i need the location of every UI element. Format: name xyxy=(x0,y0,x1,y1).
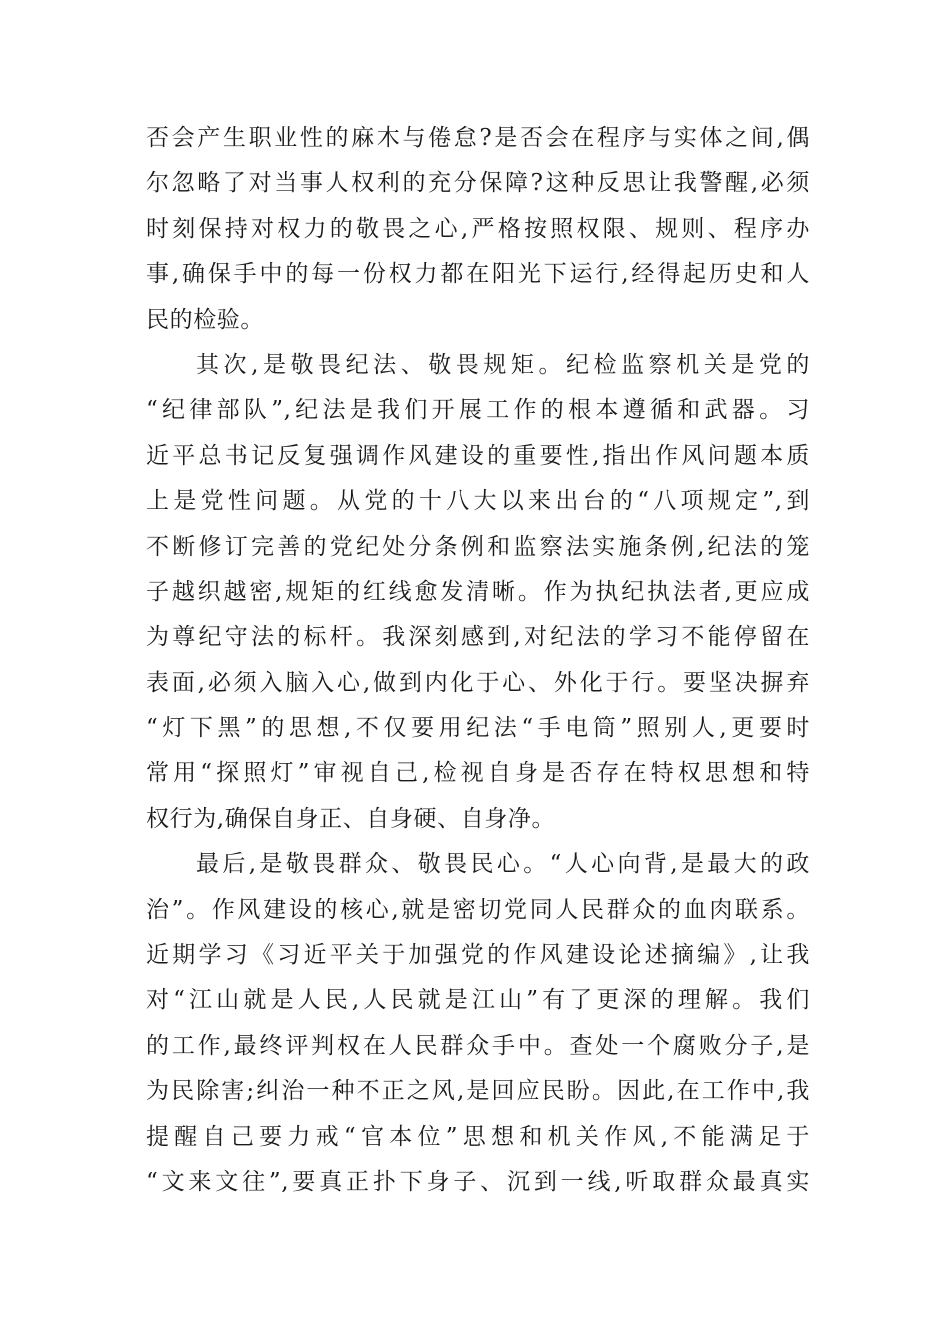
paragraph-2-line-8: 表面,必须入脑入心,做到内化于心、外化于行。要坚决摒弃 xyxy=(146,669,810,696)
paragraph-3-line-8: “文来文往”,要真正扑下身子、沉到一线,听取群众最真实 xyxy=(146,1168,810,1195)
paragraph-3-line-6: 为民除害;纠治一种不正之风,是回应民盼。因此,在工作中,我 xyxy=(146,1078,810,1105)
paragraph-1-line-1: 否会产生职业性的麻木与倦怠?是否会在程序与实体之间,偶 xyxy=(146,125,810,151)
paragraph-1-line-4: 事,确保手中的每一份权力都在阳光下运行,经得起历史和人 xyxy=(146,261,810,288)
paragraph-2-line-5: 不断修订完善的党纪处分条例和监察法实施条例,纪法的笼 xyxy=(146,533,810,560)
paragraph-2-line-1: 其次,是敬畏纪法、敬畏规矩。纪检监察机关是党的 xyxy=(196,351,810,378)
paragraph-2-line-10: 常用“探照灯”审视自己,检视自身是否存在特权思想和特 xyxy=(146,760,810,787)
paragraph-3-line-7: 提醒自己要力戒“官本位”思想和机关作风,不能满足于 xyxy=(146,1123,810,1150)
paragraph-3-line-5: 的工作,最终评判权在人民群众手中。查处一个腐败分子,是 xyxy=(146,1032,810,1059)
document-body xyxy=(146,116,810,1205)
paragraph-2-line-4: 上是党性问题。从党的十八大以来出台的“八项规定”,到 xyxy=(146,488,810,515)
paragraph-3-line-2: 治”。作风建设的核心,就是密切党同人民群众的血肉联系。 xyxy=(146,896,810,923)
paragraph-3-line-1: 最后,是敬畏群众、敬畏民心。“人心向背,是最大的政 xyxy=(196,851,810,878)
paragraph-1-line-3: 时刻保持对权力的敬畏之心,严格按照权限、规则、程序办 xyxy=(146,215,810,242)
paragraph-1-line-2: 尔忽略了对当事人权利的充分保障?这种反思让我警醒,必须 xyxy=(146,170,810,197)
paragraph-2-line-3: 近平总书记反复强调作风建设的重要性,指出作风问题本质 xyxy=(146,442,810,469)
paragraph-3-line-3: 近期学习《习近平关于加强党的作风建设论述摘编》,让我 xyxy=(146,942,810,969)
paragraph-2-line-2: “纪律部队”,纪法是我们开展工作的根本遵循和武器。习 xyxy=(146,397,810,424)
paragraph-2-line-9: “灯下黑”的思想,不仅要用纪法“手电筒”照别人,更要时 xyxy=(146,715,810,742)
paragraph-2-line-11: 权行为,确保自身正、自身硬、自身净。 xyxy=(146,805,556,832)
paragraph-1-line-5: 民的检验。 xyxy=(146,306,264,333)
paragraph-3-line-4: 对“江山就是人民,人民就是江山”有了更深的理解。我们 xyxy=(146,987,810,1014)
paragraph-2-line-6: 子越织越密,规矩的红线愈发清晰。作为执纪执法者,更应成 xyxy=(146,578,810,605)
paragraph-2-line-7: 为尊纪守法的标杆。我深刻感到,对纪法的学习不能停留在 xyxy=(146,624,810,651)
